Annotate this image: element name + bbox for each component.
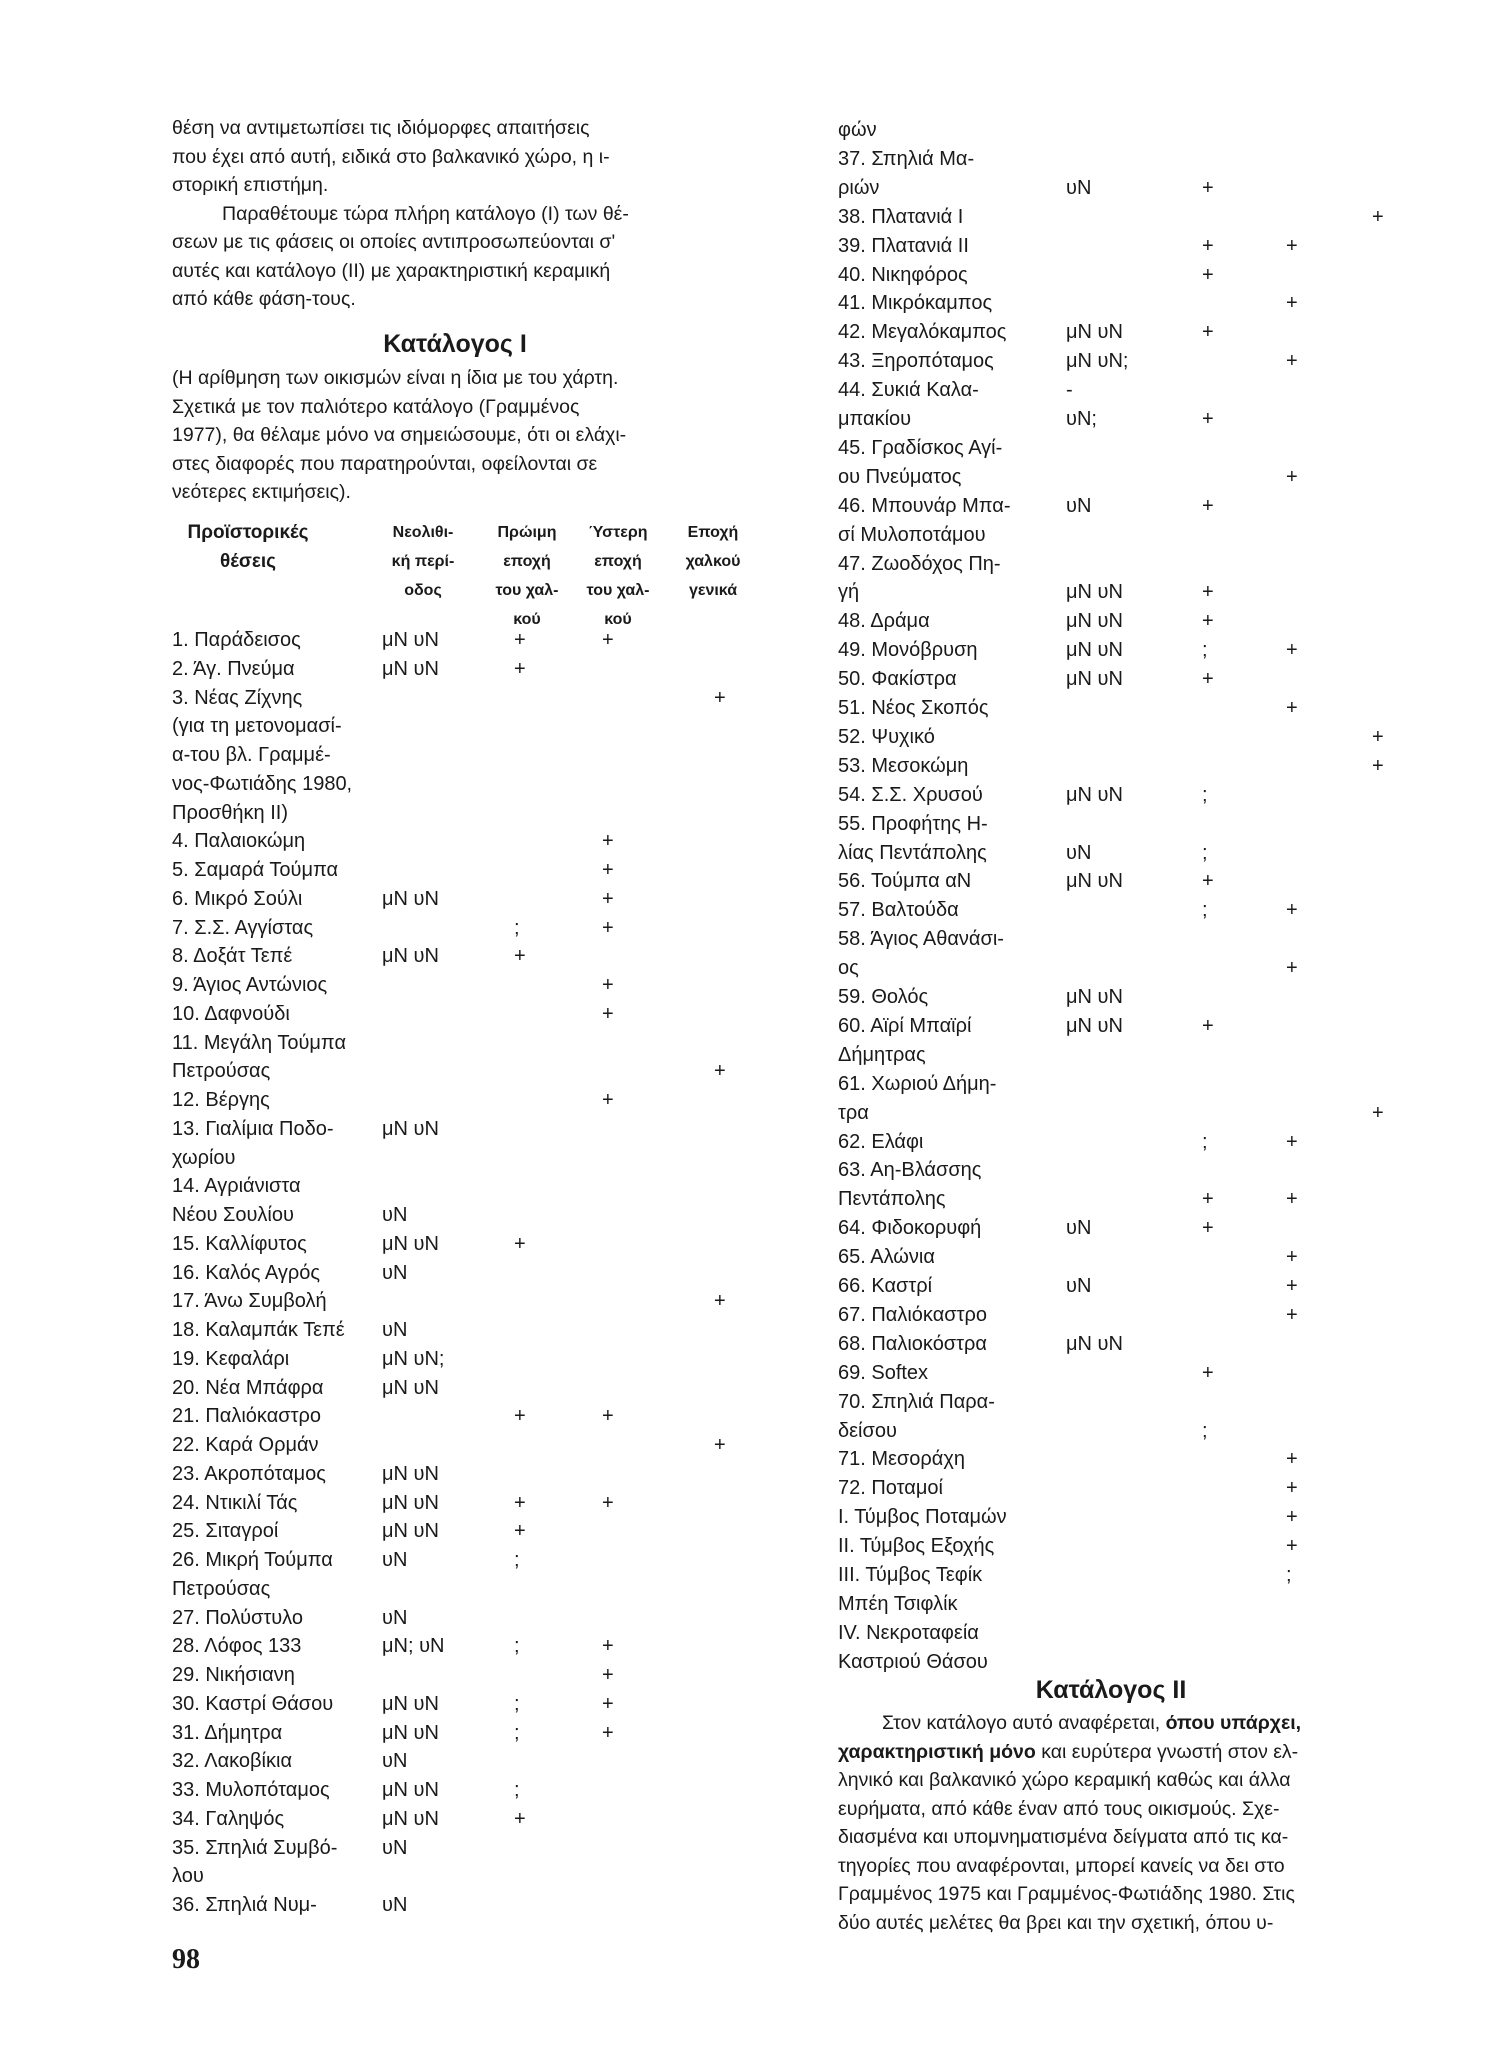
site-name: 35. Σπηλιά Συμβό- [172,1836,338,1859]
neolithic-cell: μΝ υΝ [382,657,439,680]
neolithic-cell: υΝ [382,1606,408,1629]
early-bronze-cell: ; [514,916,520,939]
site-name: 17. Άνω Συμβολή [172,1290,327,1313]
site-name: 12. Βέργης [172,1089,270,1111]
site-name: 34. Γαληψός [172,1807,285,1830]
neolithic-cell: μΝ υΝ [382,1779,439,1801]
site-name: 47. Ζωοδόχος Πη- [838,552,1001,575]
late-bronze-cell: + [1286,1506,1298,1529]
site-name: 15. Καλλίφυτος [172,1232,307,1255]
early-bronze-cell: + [1202,1217,1214,1240]
site-name: 62. Ελάφι [838,1130,924,1153]
early-bronze-cell: + [514,1405,526,1428]
site-name: 7. Σ.Σ. Αγγίστας [172,916,314,939]
site-name: 30. Καστρί Θάσου [172,1692,334,1715]
site-name: 60. Αϊρί Μπαϊρί [838,1014,972,1037]
site-name: 6. Μικρό Σούλι [172,887,303,910]
site-name: 23. Ακροπόταμος [172,1462,326,1485]
late-bronze-cell: + [602,916,614,939]
site-name: 56. Τούμπα αΝ [838,870,972,893]
late-bronze-cell: + [602,887,614,910]
site-name: λίας Πεντάπολης [838,841,987,864]
late-bronze-cell: + [1286,697,1298,719]
site-name: 24. Ντικιλί Τάς [172,1491,298,1514]
early-bronze-cell: + [1202,263,1214,286]
early-bronze-cell: + [1202,234,1214,257]
catalog2-paragraph [838,1709,1384,1937]
header-neolithic: Νεολιθι- κή περί- οδος [391,524,455,599]
site-name: Καστριού Θάσου [838,1650,988,1673]
early-bronze-cell: + [514,1807,526,1830]
site-name: 29. Νικήσιανη [172,1664,295,1686]
site-name: 50. Φακίστρα [838,668,957,691]
site-name: 14. Αγριάνιστα [172,1175,301,1198]
neolithic-cell: μΝ υΝ; [382,1347,445,1370]
early-bronze-cell: + [1202,870,1214,893]
site-name: 72. Ποταμοί [838,1477,943,1500]
site-name: 20. Νέα Μπάφρα [172,1376,324,1399]
site-name: 13. Γιαλίμια Ποδο- [172,1117,334,1140]
late-bronze-cell: + [602,859,614,881]
site-name: φών [838,119,877,141]
neolithic-cell: μΝ υΝ [1066,1332,1123,1355]
site-name: ΙΙ. Τύμβος Εξοχής [838,1535,995,1558]
late-bronze-cell: + [1286,1130,1298,1153]
site-name: 63. Αη-Βλάσσης [838,1159,982,1182]
note-line: (Η αρίθμηση των οικισμών είναι η ίδια με του χάρτη. [172,367,619,389]
late-bronze-cell: + [602,1002,614,1025]
site-name: 19. Κεφαλάρι [172,1347,290,1370]
early-bronze-cell: ; [1202,783,1208,806]
bronze-general-cell: + [1372,725,1384,748]
intro-line: αυτές και κατάλογο (ΙΙ) με χαρακτηριστική κεραμική [172,259,611,282]
neolithic-cell: μΝ υΝ [382,1376,439,1399]
site-name: 5. Σαμαρά Τούμπα [172,859,339,881]
site-name: α-του βλ. Γραμμέ- [172,744,331,766]
late-bronze-cell: + [602,1491,614,1514]
early-bronze-cell: + [514,629,526,651]
neolithic-cell: υΝ [1066,494,1092,517]
catalog2-text: και ευρύτερα γνωστή στον ελ- [1035,1740,1299,1763]
catalog2-line [838,1738,1384,1767]
neolithic-cell: μΝ υΝ [382,1520,439,1543]
intro-line: στορική επιστήμη. [172,174,329,196]
neolithic-cell: υΝ [382,1549,408,1571]
neolithic-cell: μΝ υΝ [1066,610,1123,633]
site-name: 18. Καλαμπάκ Τεπέ [172,1319,345,1341]
late-bronze-cell: + [1286,1477,1298,1500]
late-bronze-cell: + [1286,292,1298,315]
site-name: Ι. Τύμβος Ποταμών [838,1506,1007,1529]
site-name: 70. Σπηλιά Παρα- [838,1390,995,1413]
note-line: 1977), θα θέλαμε μόνο να σημειώσουμε, ότι οι ελάχι- [172,424,627,446]
bronze-general-cell: + [1372,205,1384,228]
neolithic-cell: μΝ υΝ [382,1117,439,1140]
early-bronze-cell: + [1202,668,1214,691]
early-bronze-cell: + [1202,408,1214,430]
site-name: 54. Σ.Σ. Χρυσού [838,783,983,806]
site-name: 36. Σπηλιά Νυμ- [172,1894,317,1916]
site-name: ΙV. Νεκροταφεία [838,1621,979,1644]
site-name: 59. Θολός [838,986,929,1008]
catalog2-bold-text: χαρακτηριστική μόνο [838,1740,1036,1763]
site-name: 51. Νέος Σκοπός [838,697,989,719]
site-name: (για τη μετονομασί- [172,715,342,738]
neolithic-cell: μΝ υΝ [382,1462,439,1485]
site-name: λου [172,1865,204,1888]
site-name: 9. Άγιος Αντώνιος [172,974,328,996]
site-name: Πετρούσας [172,1060,271,1083]
early-bronze-cell: + [1202,581,1214,604]
site-name: 43. Ξηροπόταμος [838,350,994,373]
neolithic-cell: υΝ [1066,176,1092,199]
late-bronze-cell: + [602,1635,614,1658]
page-number: 98 [172,1944,200,1975]
late-bronze-cell: + [602,1089,614,1111]
bronze-general-cell: + [1372,754,1384,777]
neolithic-cell: μΝ υΝ [382,887,439,910]
header-early-bronze: Πρώιμη εποχή του χαλ- κού [495,524,559,628]
neolithic-cell: μΝ υΝ; [1066,350,1129,373]
catalog2-line: δύο αυτές μελέτες θα βρει και την σχετική, όπου υ- [838,1911,1274,1934]
site-name: Νέου Σουλίου [172,1204,294,1226]
early-bronze-cell: ; [514,1549,520,1571]
neolithic-cell: μΝ υΝ [382,1721,439,1744]
late-bronze-cell: + [1286,899,1298,922]
neolithic-cell: υΝ [382,1261,408,1284]
site-name: γή [838,581,860,604]
site-name: 11. Μεγάλη Τούμπα [172,1031,347,1054]
site-name: 39. Πλατανιά ΙΙ [838,234,969,257]
early-bronze-cell: + [1202,1188,1214,1211]
early-bronze-cell: ; [1202,1130,1208,1153]
late-bronze-cell: + [1286,957,1298,980]
early-bronze-cell: ; [1202,841,1208,864]
site-name: Πετρούσας [172,1577,271,1600]
site-name: 41. Μικρόκαμπος [838,292,993,315]
site-name: 25. Σιταγροί [172,1520,279,1543]
site-name: Προσθήκη ΙΙ) [172,801,288,824]
catalog1-note [172,364,738,507]
catalog2-line [838,1709,1384,1738]
neolithic-cell: υΝ [382,1204,408,1226]
early-bronze-cell: + [1202,1014,1214,1037]
neolithic-cell: μΝ υΝ [382,1807,439,1830]
neolithic-cell: μΝ υΝ [1066,668,1123,691]
note-line: νεότερες εκτιμήσεις). [172,481,351,503]
neolithic-cell: υΝ [1066,841,1092,864]
late-bronze-cell: + [602,1692,614,1715]
neolithic-cell: - [1066,379,1073,402]
late-bronze-cell: + [1286,1303,1298,1326]
site-name: 53. Μεσοκώμη [838,754,969,777]
site-name: Μπέη Τσιφλίκ [838,1592,958,1615]
site-name: ος [838,957,859,980]
neolithic-cell: υΝ [382,1836,408,1859]
neolithic-cell: μΝ υΝ [1066,1014,1123,1037]
site-name: 68. Παλιοκόστρα [838,1332,987,1355]
site-name: 57. Βαλτούδα [838,899,959,922]
late-bronze-cell: + [1286,234,1298,257]
site-name: 28. Λόφος 133 [172,1635,302,1658]
site-name: 22. Καρά Ορμάν [172,1434,319,1456]
early-bronze-cell: ; [1202,639,1208,662]
late-bronze-cell: + [602,830,614,853]
early-bronze-cell: ; [1202,1419,1208,1442]
site-name: 38. Πλατανιά Ι [838,205,964,228]
late-bronze-cell: + [1286,639,1298,662]
early-bronze-cell: ; [1202,899,1208,922]
site-name: μπακίου [838,408,912,430]
site-name: 65. Αλώνια [838,1246,935,1269]
site-name: 61. Χωριού Δήμη- [838,1072,997,1095]
early-bronze-cell: + [1202,494,1214,517]
catalog1-title: Κατάλογος Ι [383,330,527,358]
site-name: 26. Μικρή Τούμπα [172,1549,333,1571]
bronze-general-cell: + [714,1434,726,1456]
site-name: 1. Παράδεισος [172,629,301,651]
intro-paragraph [172,114,738,314]
early-bronze-cell: + [514,1232,526,1255]
neolithic-cell: μΝ υΝ [1066,783,1123,806]
late-bronze-cell: ; [1286,1564,1292,1586]
early-bronze-cell: + [514,945,526,968]
late-bronze-cell: + [602,974,614,996]
neolithic-cell: υΝ [382,1319,408,1341]
early-bronze-cell: + [514,657,526,680]
catalog2-line: ληνικό και βαλκανικό χώρο κεραμική καθώς και άλλα [838,1769,1291,1791]
site-name: 71. Μεσοράχη [838,1448,965,1471]
site-name: 33. Μυλοπόταμος [172,1779,330,1801]
site-name: νος-Φωτιάδης 1980, [172,772,353,795]
site-name: 45. Γραδίσκος Αγί- [838,436,1003,459]
intro-line: που έχει από αυτή, ειδικά στο βαλκανικό χώρο, η ι- [172,145,610,168]
site-name: 49. Μονόβρυση [838,639,978,662]
early-bronze-cell: ; [514,1779,520,1801]
site-name: 2. Άγ. Πνεύμα [172,657,295,680]
catalog2-text: Στον κατάλογο αυτό αναφέρεται, [882,1712,1166,1734]
bronze-general-cell: + [714,686,726,709]
late-bronze-cell: + [1286,1448,1298,1471]
site-name: 58. Άγιος Αθανάσι- [838,928,1004,951]
intro-line: από κάθε φάση-τους. [172,288,356,310]
site-name: 32. Λακοβίκια [172,1750,293,1773]
early-bronze-cell: ; [514,1692,520,1715]
late-bronze-cell: + [1286,465,1298,488]
early-bronze-cell: ; [514,1635,520,1658]
neolithic-cell: υΝ; [1066,408,1097,430]
neolithic-cell: μΝ υΝ [382,1692,439,1715]
catalog2-line: διασμένα και υπομνηματισμένα δείγματα από τις κα- [838,1826,1289,1848]
late-bronze-cell: + [602,629,614,651]
neolithic-cell: μΝ υΝ [1066,581,1123,604]
header-late-bronze: Ύστερη εποχή του χαλ- κού [586,524,650,628]
site-name: 52. Ψυχικό [838,725,935,748]
early-bronze-cell: + [1202,176,1214,199]
neolithic-cell: υΝ [382,1894,408,1916]
site-name: ου Πνεύματος [838,465,962,488]
site-name: 48. Δράμα [838,610,930,633]
neolithic-cell: μΝ υΝ [382,1232,439,1255]
early-bronze-cell: + [514,1520,526,1543]
site-name: Πεντάπολης [838,1188,946,1211]
neolithic-cell: μΝ υΝ [1066,321,1123,344]
neolithic-cell: υΝ [1066,1217,1092,1240]
site-name: 67. Παλιόκαστρο [838,1303,987,1326]
bronze-general-cell: + [714,1060,726,1083]
neolithic-cell: μΝ; υΝ [382,1635,445,1658]
site-name: σί Μυλοποτάμου [838,523,986,546]
site-name: ριών [838,176,880,199]
late-bronze-cell: + [602,1405,614,1428]
intro-line: θέση να αντιμετωπίσει τις ιδιόμορφες απαιτήσεις [172,117,590,139]
site-name: 66. Καστρί [838,1275,933,1297]
site-name: 27. Πολύστυλο [172,1606,304,1629]
site-name: 4. Παλαιοκώμη [172,830,306,853]
site-name: δείσου [838,1419,897,1442]
site-name: 3. Νέας Ζίχνης [172,686,303,709]
note-line: Σχετικά με τον παλιότερο κατάλογο (Γραμμένος [172,395,580,418]
early-bronze-cell: + [1202,610,1214,633]
site-name: χωρίου [172,1146,236,1169]
neolithic-cell: υΝ [1066,1275,1092,1297]
neolithic-cell: μΝ υΝ [1066,986,1123,1008]
early-bronze-cell: + [514,1491,526,1514]
intro-line: Παραθέτουμε τώρα πλήρη κατάλογο (Ι) των θέ- [222,202,629,225]
site-name: 21. Παλιόκαστρο [172,1405,321,1428]
site-name: 16. Καλός Αγρός [172,1261,321,1284]
catalog2-line: Γραμμένος 1975 και Γραμμένος-Φωτιάδης 1980. Στις [838,1883,1295,1905]
late-bronze-cell: + [1286,1535,1298,1558]
catalog2-line: τηγορίες που αναφέρονται, μπορεί κανείς να δει στο [838,1854,1285,1877]
header-sites: Προϊστορικές θέσεις [187,522,309,572]
neolithic-cell: μΝ υΝ [1066,639,1123,662]
site-name: Δήμητρας [838,1043,926,1066]
late-bronze-cell: + [602,1664,614,1686]
site-name: 8. Δοξάτ Τεπέ [172,945,293,968]
catalog2-title: Κατάλογος ΙΙ [1035,1676,1187,1704]
late-bronze-cell: + [1286,1188,1298,1211]
site-name: 31. Δήμητρα [172,1721,283,1744]
site-name: 44. Συκιά Καλα- [838,379,979,402]
bronze-general-cell: + [1372,1101,1384,1124]
site-name: 40. Νικηφόρος [838,263,968,286]
early-bronze-cell: + [1202,321,1214,344]
bronze-general-cell: + [714,1290,726,1313]
late-bronze-cell: + [602,1721,614,1744]
site-name: 69. Softex [838,1361,929,1384]
site-name: τρα [838,1101,869,1124]
late-bronze-cell: + [1286,1275,1298,1297]
catalog2-bold-text: όπου υπάρχει, [1165,1712,1302,1734]
site-name: 10. Δαφνούδι [172,1002,290,1025]
site-name: 55. Προφήτης Η- [838,812,988,835]
neolithic-cell: μΝ υΝ [382,1491,439,1514]
site-name: ΙΙΙ. Τύμβος Τεφίκ [838,1564,983,1586]
header-bronze-general: Εποχή χαλκού γενικά [685,524,741,599]
neolithic-cell: υΝ [382,1750,408,1773]
neolithic-cell: μΝ υΝ [1066,870,1123,893]
note-line: στες διαφορές που παρατηρούνται, οφείλονται σε [172,452,598,475]
intro-line: σεων με τις φάσεις οι οποίες αντιπροσωπεύονται σ' [172,231,616,253]
early-bronze-cell: ; [514,1721,520,1744]
early-bronze-cell: + [1202,1361,1214,1384]
site-name: 42. Μεγαλόκαμπος [838,321,1007,344]
late-bronze-cell: + [1286,350,1298,373]
site-name: 64. Φιδοκορυφή [838,1217,982,1240]
neolithic-cell: μΝ υΝ [382,629,439,651]
site-name: 46. Μπουνάρ Μπα- [838,494,1011,517]
site-name: 37. Σπηλιά Μα- [838,147,975,170]
catalog2-line: ευρήματα, από κάθε έναν από τους οικισμούς. Σχε- [838,1797,1280,1820]
late-bronze-cell: + [1286,1246,1298,1269]
neolithic-cell: μΝ υΝ [382,945,439,968]
